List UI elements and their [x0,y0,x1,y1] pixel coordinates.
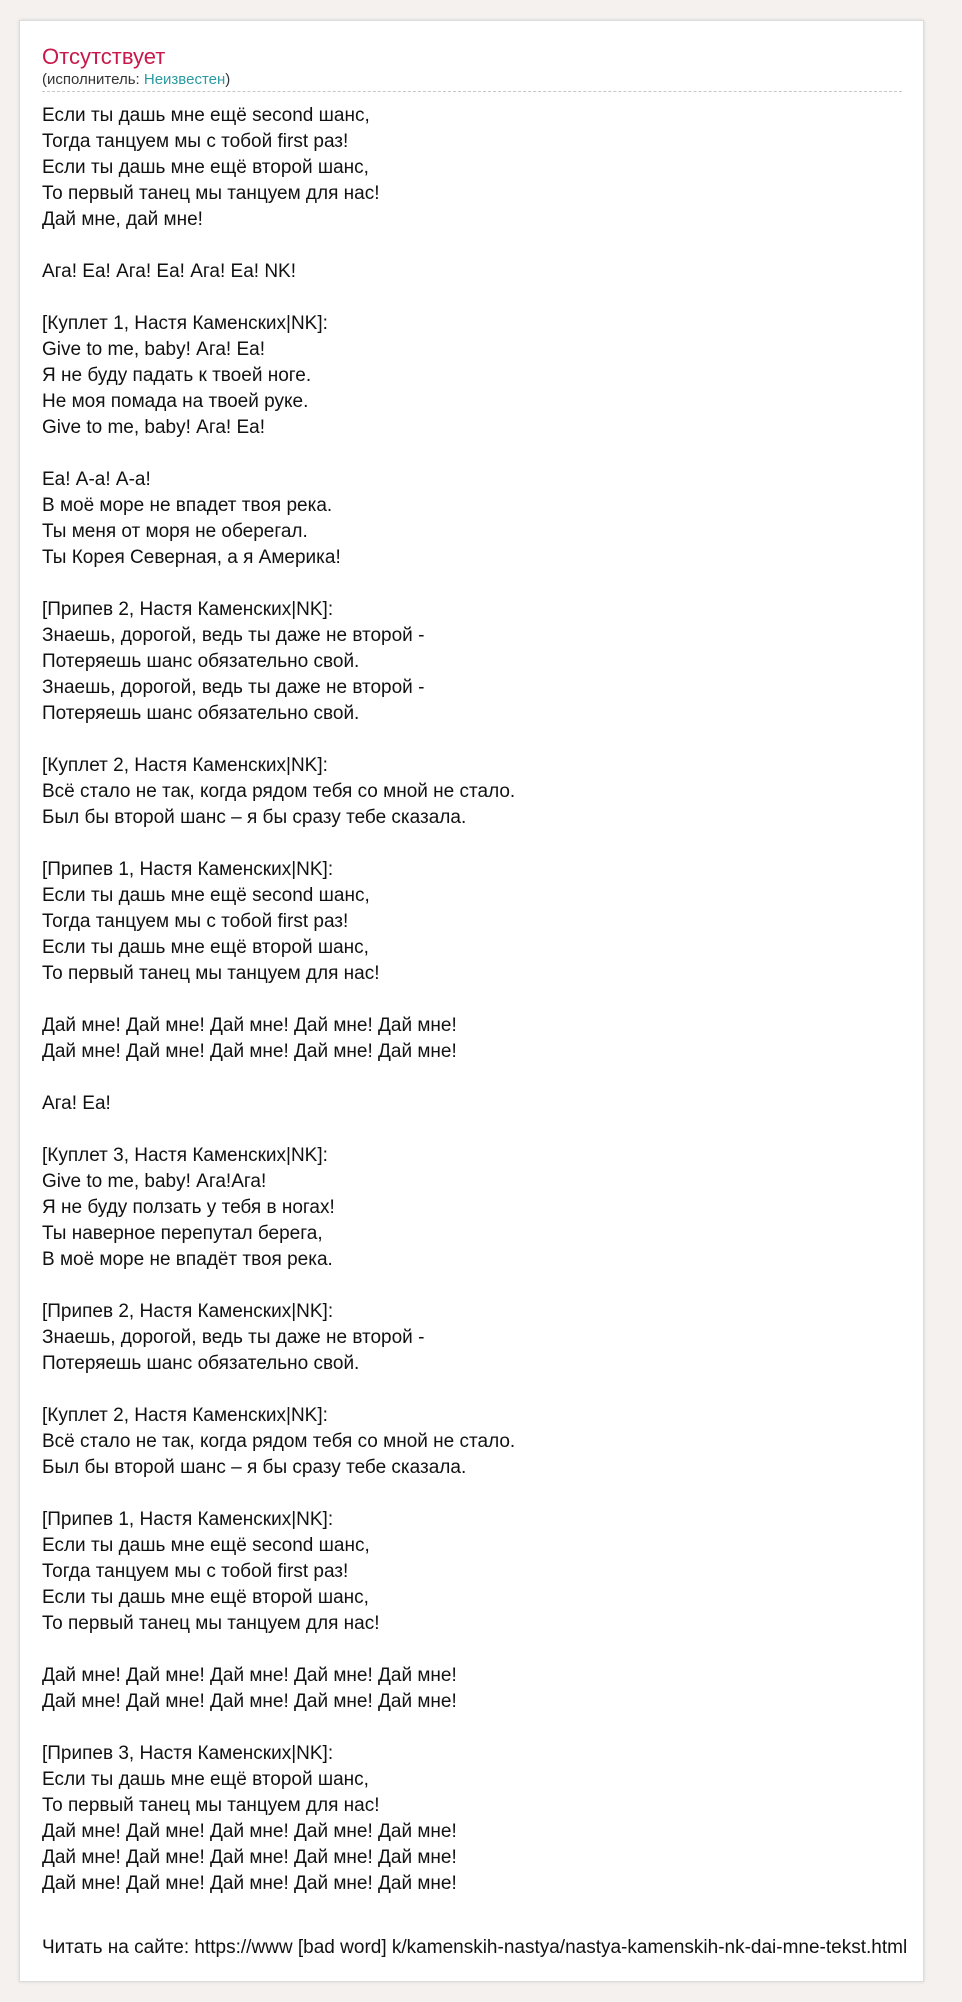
lyric-line [42,1273,962,1299]
lyric-line [42,441,962,467]
lyric-line [42,1715,962,1741]
lyrics-text [42,103,962,1897]
lyric-line: Тогда танцуем мы с тобой first раз! [42,911,349,932]
lyric-line: [Куплет 3, Настя Каменских|NK]: [42,1145,328,1166]
lyric-line [42,285,962,311]
lyric-line: Дай мне! Дай мне! Дай мне! Дай мне! Дай мне! [42,1847,457,1868]
lyric-line: В моё море не впадет твоя река. [42,495,333,516]
lyric-line: Если ты дашь мне ещё второй шанс, [42,937,369,958]
lyric-line: Дай мне! Дай мне! Дай мне! Дай мне! Дай мне! [42,1041,457,1062]
lyric-line: Был бы второй шанс – я бы сразу тебе сказала. [42,1457,467,1478]
lyric-line: Я не буду падать к твоей ноге. [42,365,312,386]
lyric-line: Дай мне! Дай мне! Дай мне! Дай мне! Дай мне! [42,1821,457,1842]
lyric-line: Потеряешь шанс обязательно свой. [42,703,360,724]
lyric-line: Дай мне! Дай мне! Дай мне! Дай мне! Дай мне! [42,1015,457,1036]
lyric-line [42,233,962,259]
lyric-line: Если ты дашь мне ещё second шанс, [42,885,370,906]
lyric-line: Знаешь, дорогой, ведь ты даже не второй - [42,625,425,646]
lyric-line: Если ты дашь мне ещё второй шанс, [42,1769,369,1790]
lyric-line: Дай мне! Дай мне! Дай мне! Дай мне! Дай мне! [42,1873,457,1894]
lyric-line: Дай мне! Дай мне! Дай мне! Дай мне! Дай мне! [42,1665,457,1686]
lyric-line: Дай мне! Дай мне! Дай мне! Дай мне! Дай мне! [42,1691,457,1712]
lyric-line: [Куплет 2, Настя Каменских|NK]: [42,755,328,776]
lyric-line [42,831,962,857]
lyric-line: Give to me, baby! Ага! Еа! [42,339,266,360]
lyric-line: Ага! Еа! Ага! Еа! Ага! Еа! NK! [42,261,296,282]
source-link[interactable]: Читать на сайте: https://www [bad word] k/kamenskih-nastya/nastya-kamenskih-nk-dai-mne-tekst.html [42,1937,908,1958]
lyric-line [42,1117,962,1143]
lyric-line [42,1637,962,1663]
lyric-line [42,987,962,1013]
lyric-line: Ты Корея Северная, а я Америка! [42,547,341,568]
song-title: Отсутствует [42,44,166,69]
artist-prefix: (исполнитель: [42,71,144,88]
lyric-line: Если ты дашь мне ещё second шанс, [42,105,370,126]
lyric-line: Знаешь, дорогой, ведь ты даже не второй - [42,1327,425,1348]
lyric-line: Если ты дашь мне ещё второй шанс, [42,157,369,178]
lyric-line: Give to me, baby! Ага!Ага! [42,1171,267,1192]
lyric-line: То первый танец мы танцуем для нас! [42,1795,380,1816]
lyrics-card [19,20,924,1982]
lyric-line [42,1065,962,1091]
lyric-line: Если ты дашь мне ещё второй шанс, [42,1587,369,1608]
lyric-line: Тогда танцуем мы с тобой first раз! [42,131,349,152]
lyric-line: [Припев 2, Настя Каменских|NK]: [42,1301,334,1322]
artist-link[interactable]: Неизвестен [143,71,226,88]
lyric-line: Всё стало не так, когда рядом тебя со мной не стало. [42,781,516,802]
lyric-line: [Куплет 2, Настя Каменских|NK]: [42,1405,328,1426]
lyric-line [42,1377,962,1403]
lyric-line: В моё море не впадёт твоя река. [42,1249,333,1270]
lyric-line: Если ты дашь мне ещё second шанс, [42,1535,370,1556]
lyric-line: Потеряешь шанс обязательно свой. [42,1353,360,1374]
lyric-line: [Припев 1, Настя Каменских|NK]: [42,859,334,880]
lyric-line: Ты наверное перепутал берега, [42,1223,323,1244]
lyric-line: Еа! А-а! А-а! [42,469,151,490]
lyric-line: Ты меня от моря не оберегал. [42,521,308,542]
lyric-line: [Припев 3, Настя Каменских|NK]: [42,1743,334,1764]
lyric-line: То первый танец мы танцуем для нас! [42,1613,380,1634]
lyric-line: [Куплет 1, Настя Каменских|NK]: [42,313,328,334]
lyric-line: Не моя помада на твоей руке. [42,391,309,412]
lyric-line [42,1481,962,1507]
artist-line [42,71,902,89]
artist-suffix: ) [225,71,231,88]
lyric-line: Знаешь, дорогой, ведь ты даже не второй - [42,677,425,698]
lyric-line: Я не буду ползать у тебя в ногах! [42,1197,335,1218]
lyric-line: То первый танец мы танцуем для нас! [42,183,380,204]
lyric-line: То первый танец мы танцуем для нас! [42,963,380,984]
lyric-line: Всё стало не так, когда рядом тебя со мной не стало. [42,1431,516,1452]
lyric-line: [Припев 2, Настя Каменских|NK]: [42,599,334,620]
lyric-line: Потеряешь шанс обязательно свой. [42,651,360,672]
lyric-line: Дай мне, дай мне! [42,209,203,230]
lyric-line: Был бы второй шанс – я бы сразу тебе сказала. [42,807,467,828]
lyric-line: Give to me, baby! Ага! Еа! [42,417,266,438]
lyric-line: Ага! Еа! [42,1093,111,1114]
lyric-line [42,571,962,597]
lyric-line: Тогда танцуем мы с тобой first раз! [42,1561,349,1582]
lyric-line [42,727,962,753]
song-header [42,43,902,92]
lyric-line: [Припев 1, Настя Каменских|NK]: [42,1509,334,1530]
